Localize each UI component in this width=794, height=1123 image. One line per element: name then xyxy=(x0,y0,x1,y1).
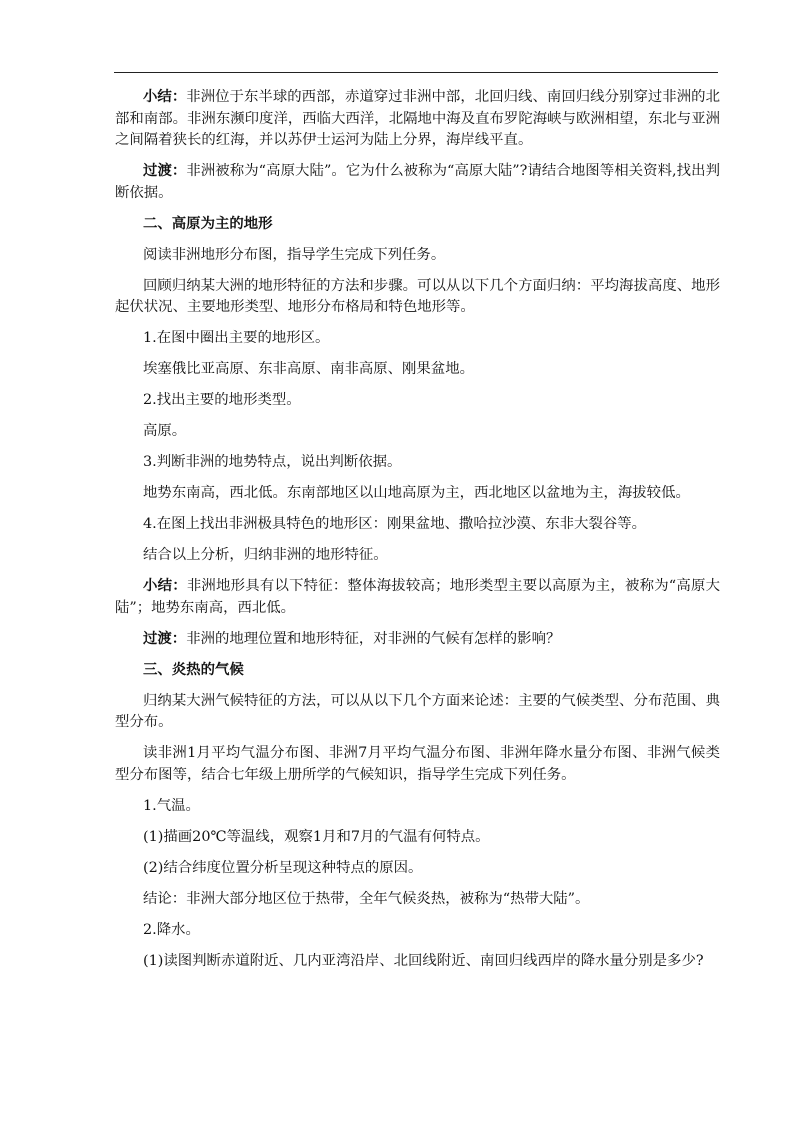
paragraph: 读非洲1月平均气温分布图、非洲7月平均气温分布图、非洲年降水量分布图、非洲气候类型分布图等，结合七年级上册所学的气候知识，指导学生完成下列任务。 xyxy=(115,745,720,783)
sub-task-item: (1)描画20℃等温线，观察1月和7月的气温有何特点。 xyxy=(143,828,490,845)
task-item: 2.找出主要的地形类型。 xyxy=(143,392,301,408)
paragraph-text: 非洲的地理位置和地形特征，对非洲的气候有怎样的影响？ xyxy=(186,630,561,647)
task-item: 1.气温。 xyxy=(143,797,200,814)
conclusion-paragraph: 结论：非洲大部分地区位于热带，全年气候炎热，被称为“热带大陆”。 xyxy=(143,890,590,907)
summary-label: 小结： xyxy=(143,89,187,105)
summary-paragraph xyxy=(115,576,720,619)
task-item: 3.判断非洲的地势特点，说出判断依据。 xyxy=(143,454,402,470)
paragraph: 阅读非洲地形分布图，指导学生完成下列任务。 xyxy=(143,246,446,263)
paragraph: 埃塞俄比亚高原、东非高原、南非高原、刚果盆地。 xyxy=(143,361,474,377)
summary-paragraph xyxy=(115,87,720,152)
task-item: 4.在图上找出非洲极具特色的地形区：刚果盆地、撒哈拉沙漠、东非大裂谷等。 xyxy=(143,516,647,532)
paragraph-text: 非洲位于东半球的西部，赤道穿过非洲中部，北回归线、南回归线分别穿过非洲的北部和南部。非洲东濒印度洋，西临大西洋，北隔地中海及直布罗陀海峡与欧洲相望，东北与亚洲之间隔着狭长的红海，并以苏伊士运河为陆上分界，海岸线平直。 xyxy=(115,89,720,148)
transition-paragraph xyxy=(115,629,720,651)
paragraph: 结合以上分析，归纳非洲的地形特征。 xyxy=(143,547,388,563)
sub-task-item: (2)结合纬度位置分析呈现这种特点的原因。 xyxy=(143,859,423,876)
header-rule xyxy=(114,72,718,73)
paragraph: 回顾归纳某大洲的地形特征的方法和步骤。可以从以下几个方面归纳：平均海拔高度、地形起伏状况、主要地形类型、地形分布格局和特色地形等。 xyxy=(115,277,720,315)
task-item: 1.在图中圈出主要的地形区。 xyxy=(143,330,330,346)
summary-label: 小结： xyxy=(143,578,187,594)
paragraph: 地势东南高，西北低。东南部地区以山地高原为主，西北地区以盆地为主，海拔较低。 xyxy=(143,485,690,501)
paragraph-text: 非洲地形具有以下特征：整体海拔较高；地形类型主要以高原为主，被称为“高原大陆”；地势东南高，西北低。 xyxy=(115,578,720,616)
paragraph: 高原。 xyxy=(143,423,187,439)
paragraph-text: 非洲被称为“高原大陆”。它为什么被称为“高原大陆”?请结合地图等相关资料,找出判断依据。 xyxy=(115,163,720,201)
task-item: 2.降水。 xyxy=(143,921,200,938)
transition-label: 过渡： xyxy=(143,630,187,647)
document-body xyxy=(115,87,720,982)
transition-paragraph xyxy=(115,161,720,204)
section-heading: 二、高原为主的地形 xyxy=(143,215,273,232)
paragraph: 归纳某大洲气候特征的方法，可以从以下几个方面来论述：主要的气候类型、分布范围、典型分布。 xyxy=(115,692,720,730)
sub-task-item: (1)读图判断赤道附近、几内亚湾沿岸、北回线附近、南回归线西岸的降水量分别是多少? xyxy=(143,952,704,969)
section-heading: 三、炎热的气候 xyxy=(143,661,244,678)
transition-label: 过渡： xyxy=(143,163,187,179)
